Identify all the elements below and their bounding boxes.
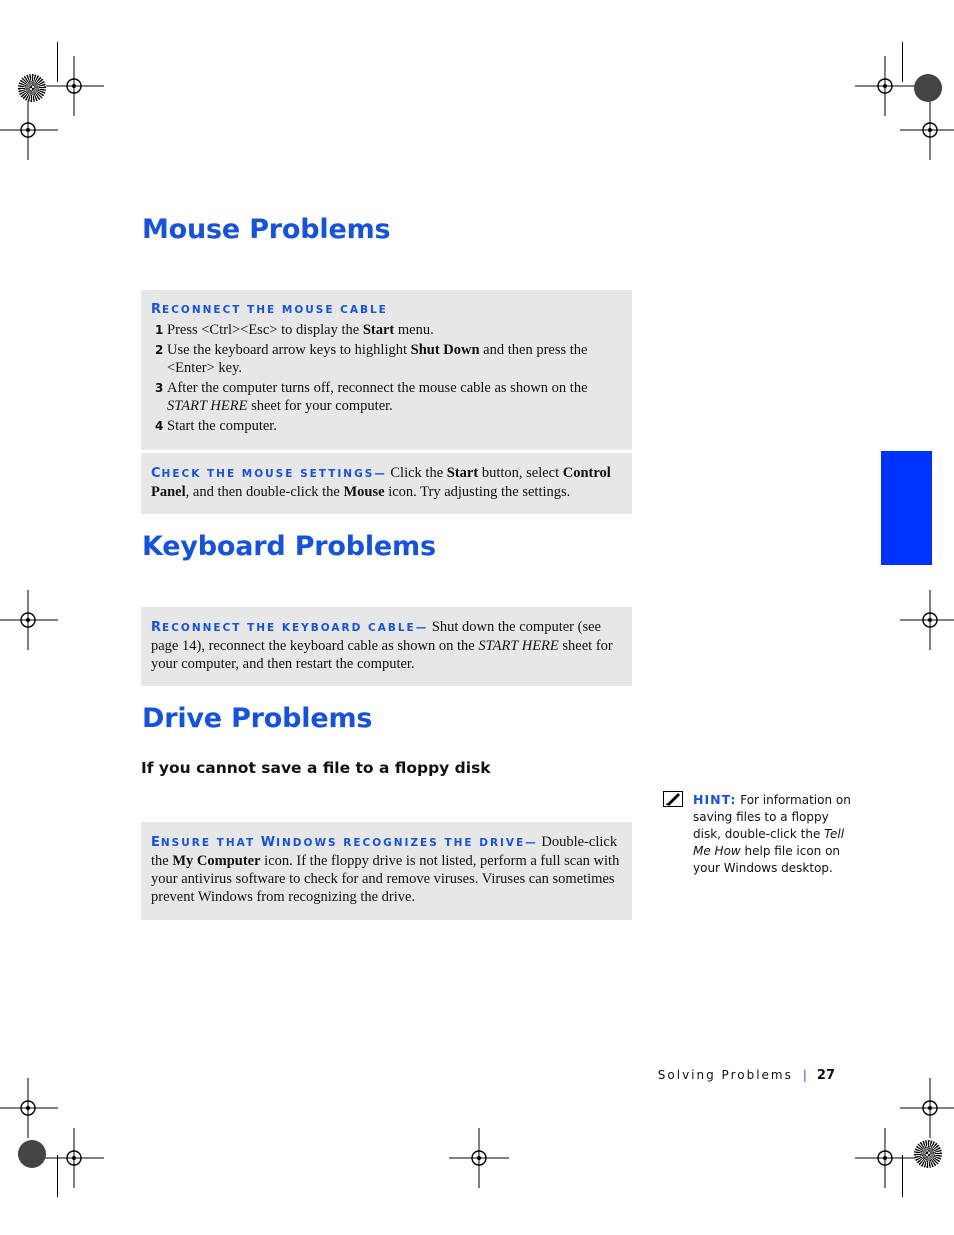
registration-mark-icon — [44, 1128, 104, 1188]
registration-mark-icon — [900, 100, 954, 160]
mouse-settings-box: CHECK THE MOUSE SETTINGS— Click the Start button, select Control Panel, and then double-click the Mouse icon. Try adjusting the settings. — [141, 453, 632, 514]
sunburst-mark-icon — [18, 74, 46, 102]
crop-mark — [902, 1155, 903, 1197]
list-item: 3 After the computer turns off, reconnect the mouse cable as shown on the START HERE sheet for your computer. — [155, 380, 588, 414]
section-title-mouse: Mouse Problems — [142, 214, 391, 245]
sunburst-mark-icon — [914, 1140, 942, 1168]
mouse-cable-heading: RECONNECT THE MOUSE CABLE — [151, 302, 388, 317]
sunburst-mark-icon — [914, 74, 942, 102]
list-item: 2 Use the keyboard arrow keys to highlight Shut Down and then press the <Enter> key. — [155, 342, 588, 376]
drive-windows-heading: ENSURE THAT WINDOWS RECOGNIZES THE DRIVE— — [151, 835, 538, 850]
registration-mark-icon — [449, 1128, 509, 1188]
crop-mark — [57, 1155, 58, 1197]
registration-mark-icon — [0, 100, 58, 160]
list-item: 1 Press <Ctrl><Esc> to display the Start menu. — [155, 322, 434, 338]
section-title-keyboard: Keyboard Problems — [142, 531, 436, 562]
page-number: 27 — [816, 1068, 835, 1083]
mouse-steps-list — [151, 321, 622, 435]
registration-mark-icon — [0, 590, 58, 650]
drive-windows-box: ENSURE THAT WINDOWS RECOGNIZES THE DRIVE— Double-click the My Computer icon. If the floppy drive is not listed, perform a full scan with your antivirus software to check for and remove viruses. Viruses can sometimes prevent Windows from recognizing the drive. — [141, 822, 632, 920]
footer-section-name: Solving Problems — [657, 1068, 793, 1082]
list-item: 4 Start the computer. — [155, 418, 277, 434]
hint-label: HINT: — [693, 792, 737, 807]
registration-mark-icon — [900, 1078, 954, 1138]
page-footer — [600, 1068, 835, 1083]
sunburst-mark-icon — [18, 1140, 46, 1168]
chapter-tab — [881, 451, 932, 565]
footer-separator: | — [802, 1068, 807, 1082]
crop-mark — [902, 42, 903, 82]
drive-subheading: If you cannot save a file to a floppy disk — [141, 759, 491, 777]
mouse-cable-box — [141, 290, 632, 450]
registration-mark-icon — [900, 590, 954, 650]
keyboard-cable-box: RECONNECT THE KEYBOARD CABLE— Shut down the computer (see page 14), reconnect the keyboard cable as shown on the START HERE sheet for your computer, and then restart the computer. — [141, 607, 632, 686]
keyboard-cable-heading: RECONNECT THE KEYBOARD CABLE— — [151, 620, 429, 635]
section-title-drive: Drive Problems — [142, 703, 373, 734]
crop-mark — [57, 42, 58, 82]
pencil-note-icon — [663, 791, 683, 807]
mouse-settings-heading: CHECK THE MOUSE SETTINGS— — [151, 466, 387, 481]
hint-note: HINT: For information on saving files to a floppy disk, double-click the Tell Me How help file icon on your Windows desktop. — [693, 792, 851, 875]
